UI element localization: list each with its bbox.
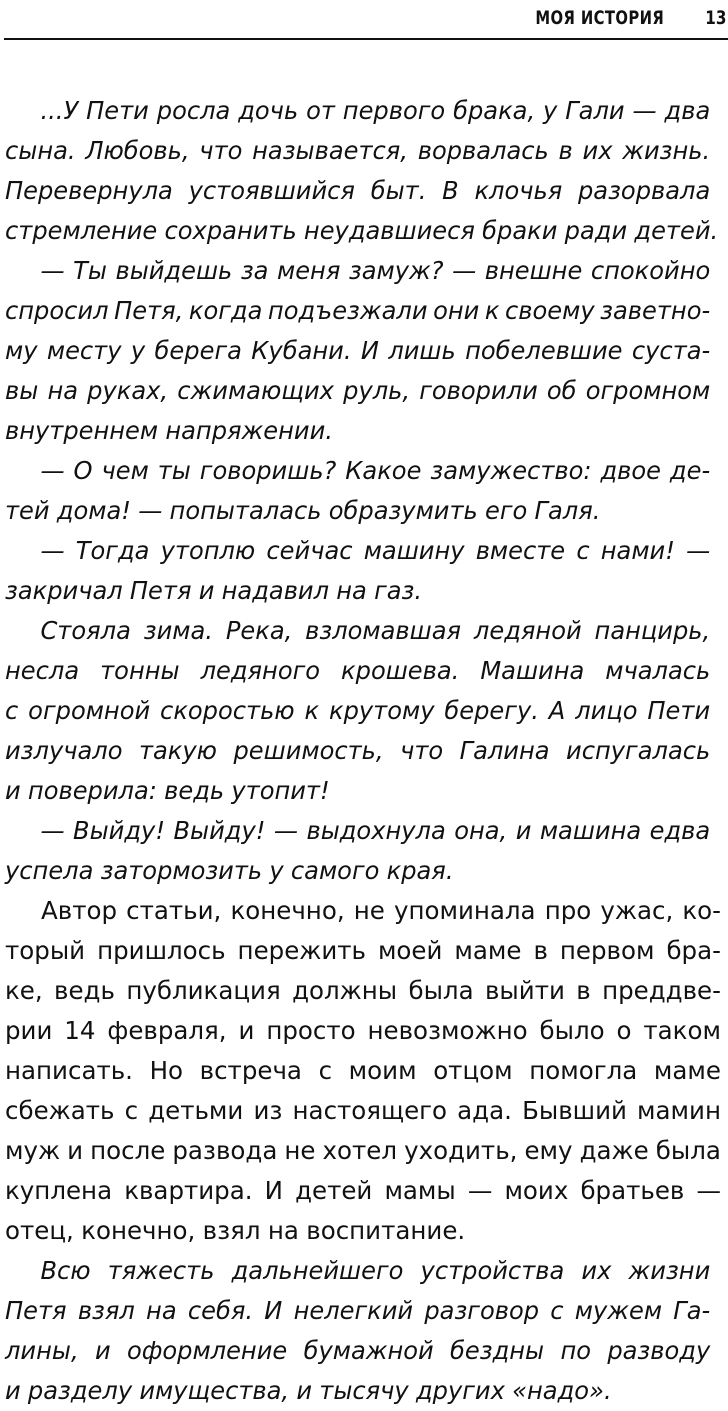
word: маме [454,936,522,965]
word: руках, [87,376,169,405]
word: В [442,176,459,205]
word: — [686,536,711,565]
word: конечно, [81,1216,196,1245]
word: торый [5,936,86,965]
text-line [5,131,710,171]
word: Любовь, [85,136,190,165]
word: на [146,1296,177,1325]
word: Петя, [114,296,184,325]
word: нелегкий [293,1296,414,1325]
text-line [5,1251,710,1291]
word: устройства [420,1256,565,1285]
word: лицо [575,696,638,725]
word: Перевернула [5,176,173,205]
word: разводу [607,1336,711,1365]
word: сохранить [164,216,297,245]
word: взял [77,1296,135,1325]
word: конечно, [230,896,345,925]
word: на [336,576,367,605]
text-line [5,731,710,771]
word: мчалась [605,656,711,685]
word: и [5,1376,21,1405]
word: мамы [384,1176,456,1205]
word: себя. [187,1296,254,1325]
text-line [5,1131,721,1171]
word: замуж? [348,256,444,285]
word: в [558,136,573,165]
paragraph [5,451,710,531]
word: Река, [225,616,293,645]
word: от [306,96,335,125]
word: меня [276,256,341,285]
word: просто [266,1016,356,1045]
word: поверила: [27,776,157,805]
word: — [138,496,163,525]
word: и [296,1376,313,1405]
word: вы [5,376,39,405]
word: своему [505,296,595,325]
word: «надо». [512,1376,612,1405]
word: написать. [5,1056,133,1085]
word: клочья [474,176,563,205]
word: — [452,256,477,285]
word: Но [149,1056,184,1085]
text-line [5,531,710,571]
word: дома! [56,496,131,525]
word: жизни [628,1256,711,1285]
word: излучало [5,736,123,765]
word: не [284,1136,316,1165]
word: после [90,1136,166,1165]
word: имущества, [139,1376,290,1405]
word: Стояла [40,616,131,645]
word: бра- [666,936,721,965]
word: двое [600,456,661,485]
word: разорвала [577,176,711,205]
running-header-title: МОЯ ИСТОРИЯ [535,7,664,29]
word: ке, [5,976,43,1005]
word: Галя. [534,496,601,525]
word: Тогда [75,536,150,565]
word: разделу [27,1376,133,1405]
word: — [632,96,657,125]
word: невозможно [367,1016,528,1045]
word: говорили [419,376,538,405]
word: побелевшие [465,336,623,365]
word: муж [5,1136,61,1165]
word: Выйду! [173,816,266,845]
word: статьи, [126,896,222,925]
word: ледяной [473,616,582,645]
word: суста- [631,336,711,365]
word: первом [559,936,655,965]
word: на [267,1216,299,1245]
word: напряжении. [165,416,333,445]
word: у [269,856,284,885]
word: была [408,976,474,1005]
word: Автор [41,896,118,925]
word: встреча [199,1056,302,1085]
word: берегу. [444,696,539,725]
word: в [576,976,591,1005]
word: разговор [424,1296,540,1325]
word: скоростью [160,696,295,725]
word: и [238,1016,255,1045]
word: внешне [484,256,583,285]
word: пришлось [97,936,226,965]
word: ему [524,1136,573,1165]
text-line [5,291,710,331]
word: взломавшая [305,616,462,645]
word: взял [202,1216,261,1245]
word: говоришь? [199,456,337,485]
text-line [5,851,710,891]
word: даже [579,1136,649,1165]
word: с [318,1056,333,1085]
word: тей [5,496,50,525]
text-line [5,651,710,691]
word: что [199,136,243,165]
word: Пети [86,96,149,125]
word: Ты [73,256,107,285]
word: и [198,576,215,605]
text-line [5,411,710,451]
word: братьев [580,1176,685,1205]
word: ко- [682,896,721,925]
word: пережить [237,936,366,965]
word: — [40,456,65,485]
word: выйти [484,976,565,1005]
word: — [696,1176,721,1205]
word: — [40,816,65,845]
text-line [5,811,710,851]
word: дочь [238,96,299,125]
word: надавил [221,576,330,605]
word: тонны [100,656,180,685]
word: О [73,456,93,485]
word: ведь [164,776,225,805]
word: машина [539,816,642,845]
word: у [130,336,146,365]
word: внутреннем [5,416,159,445]
word: 14 [64,1016,96,1045]
text-line [5,1331,710,1371]
word: огромной [28,696,151,725]
word: Гали [565,96,625,125]
word: настоящего [292,1096,448,1125]
text-line [5,451,710,491]
word: И [264,1296,283,1325]
word: по [560,1336,591,1365]
paragraph [5,811,710,891]
word: быт. [370,176,427,205]
word: с [576,536,590,565]
word: в [533,936,548,965]
paragraph [5,891,721,1251]
word: моей [377,936,443,965]
text-line [5,171,710,211]
word: не [353,896,385,925]
word: квартира. [124,1176,253,1205]
word: нами! [600,536,675,565]
word: два [664,96,711,125]
word: и [5,776,21,805]
word: бездны [450,1336,545,1365]
text-line [5,371,710,411]
word: едва [649,816,711,845]
word: их [581,1256,612,1285]
word: сейчас [266,536,353,565]
word: из [253,1096,283,1125]
word: И [360,336,379,365]
text-line [5,1211,721,1251]
word: берега [154,336,242,365]
word: вместе [475,536,566,565]
word: — [40,256,65,285]
word: Выйду! [73,816,166,845]
word: росла [156,96,231,125]
text-line [5,1291,710,1331]
word: упоминала [393,896,536,925]
word: стремление [5,216,158,245]
word: ты [157,456,191,485]
word: крутому [328,696,435,725]
word: сбежать [5,1096,115,1125]
word: его [485,496,528,525]
word: ради [564,216,628,245]
word: утоплю [160,536,256,565]
text-line [5,571,710,611]
word: детей [295,1176,373,1205]
word: заветно- [600,296,711,325]
word: И [264,1176,283,1205]
word: Какое [345,456,422,485]
word: сына. [5,136,76,165]
word: огромном [585,376,711,405]
word: затормозить [100,856,263,885]
word: Бывший [522,1096,627,1125]
word: самого [290,856,380,885]
word: их [582,136,613,165]
word: неудавшиеся [303,216,475,245]
word: с [5,696,19,725]
word: должны [292,976,398,1005]
text-line [5,251,710,291]
word: лины, [5,1336,79,1365]
text-line [5,931,721,971]
word: Кубани. [251,336,352,365]
word: она, [454,816,508,845]
word: отцом [433,1056,513,1085]
word: Петя [5,1296,67,1325]
word: февраля, [107,1016,227,1045]
text-line [5,331,710,371]
text-line [5,91,710,131]
word: зима. [143,616,213,645]
word: других [415,1376,505,1405]
text-line [5,211,719,251]
word: брака, [453,96,536,125]
word: преддве- [602,976,721,1005]
word: машину [363,536,465,565]
body-text [5,91,721,1411]
word: оформление [126,1336,288,1365]
word: с [550,1296,564,1325]
text-line [5,491,710,531]
word: спросил [5,296,109,325]
text-line [5,1371,710,1411]
word: крошева. [341,656,460,685]
paragraph [5,91,719,251]
word: тяжесть [107,1256,215,1285]
text-line [5,611,710,651]
word: решимость, [233,736,384,765]
word: лишь [388,336,456,365]
text-line [5,691,710,731]
word: А [548,696,566,725]
word: испугалась [566,736,711,765]
word: хотел [322,1136,398,1165]
word: воспитание. [306,1216,466,1245]
word: — [273,816,299,845]
word: ужас, [600,896,674,925]
word: и [67,1136,84,1165]
word: устоявшийся [188,176,355,205]
word: об [546,376,577,405]
word: жизнь. [622,136,711,165]
word: бумажной [303,1336,434,1365]
word: мужем [574,1296,663,1325]
word: выйдешь [115,256,233,285]
word: сжимающих [177,376,334,405]
word: Петя [129,576,192,605]
word: ...У [40,96,79,125]
word: рии [5,1016,53,1045]
word: была [655,1136,721,1165]
word: они [433,296,480,325]
word: подъезжали [267,296,428,325]
word: панцирь, [594,616,711,645]
word: было [539,1016,605,1045]
paragraph [5,611,710,811]
word: маме [653,1056,721,1085]
text-line [5,971,721,1011]
word: тысячу [319,1376,409,1405]
running-header [4,4,728,40]
word: к [484,296,500,325]
text-line [5,1171,721,1211]
word: что [400,736,444,765]
word: и [94,1336,111,1365]
word: у [543,96,558,125]
word: дальнейшего [231,1256,404,1285]
word: — [467,1176,493,1205]
word: Галина [459,736,550,765]
word: за [240,256,269,285]
text-line [5,1051,721,1091]
word: Га- [673,1296,711,1325]
word: мамин [637,1096,721,1125]
page-number: 13 [704,7,726,29]
word: чем [101,456,149,485]
word: публикация [126,976,281,1005]
text-line [5,1091,721,1131]
word: ворвалась [417,136,549,165]
word: Машина [480,656,585,685]
word: развода [172,1136,278,1165]
word: уходить, [404,1136,518,1165]
word: моим [348,1056,417,1085]
text-line [5,891,721,931]
word: про [544,896,592,925]
word: и [515,816,532,845]
paragraph [5,531,710,611]
word: несла [5,656,80,685]
word: края. [386,856,454,885]
word: моих [504,1176,569,1205]
word: куплена [5,1176,113,1205]
word: когда [188,296,263,325]
word: помогла [529,1056,638,1085]
paragraph [5,1251,710,1411]
word: таком [643,1016,721,1045]
word: с [124,1096,139,1125]
word: отец, [5,1216,74,1245]
word: детьми [148,1096,244,1125]
word: руль, [343,376,411,405]
word: называется, [252,136,408,165]
word: к [304,696,320,725]
word: детей. [634,216,719,245]
word: образумить [328,496,478,525]
word: выдохнула [306,816,446,845]
word: замужество: [430,456,592,485]
text-line [5,771,710,811]
word: на [47,376,79,405]
word: му [5,336,38,365]
word: газ. [374,576,423,605]
word: ада. [457,1096,512,1125]
word: такую [138,736,217,765]
word: первого [342,96,446,125]
word: успела [5,856,94,885]
word: — [40,536,65,565]
word: де- [669,456,711,485]
word: о [616,1016,632,1045]
word: закричал [5,576,123,605]
word: попыталась [169,496,322,525]
word: утопит! [231,776,330,805]
text-line [5,1011,721,1051]
word: месту [46,336,122,365]
word: ведь [54,976,115,1005]
word: браки [482,216,558,245]
paragraph [5,251,710,451]
word: спокойно [590,256,711,285]
word: ледяного [200,656,321,685]
word: Всю [40,1256,91,1285]
word: Пети [647,696,711,725]
